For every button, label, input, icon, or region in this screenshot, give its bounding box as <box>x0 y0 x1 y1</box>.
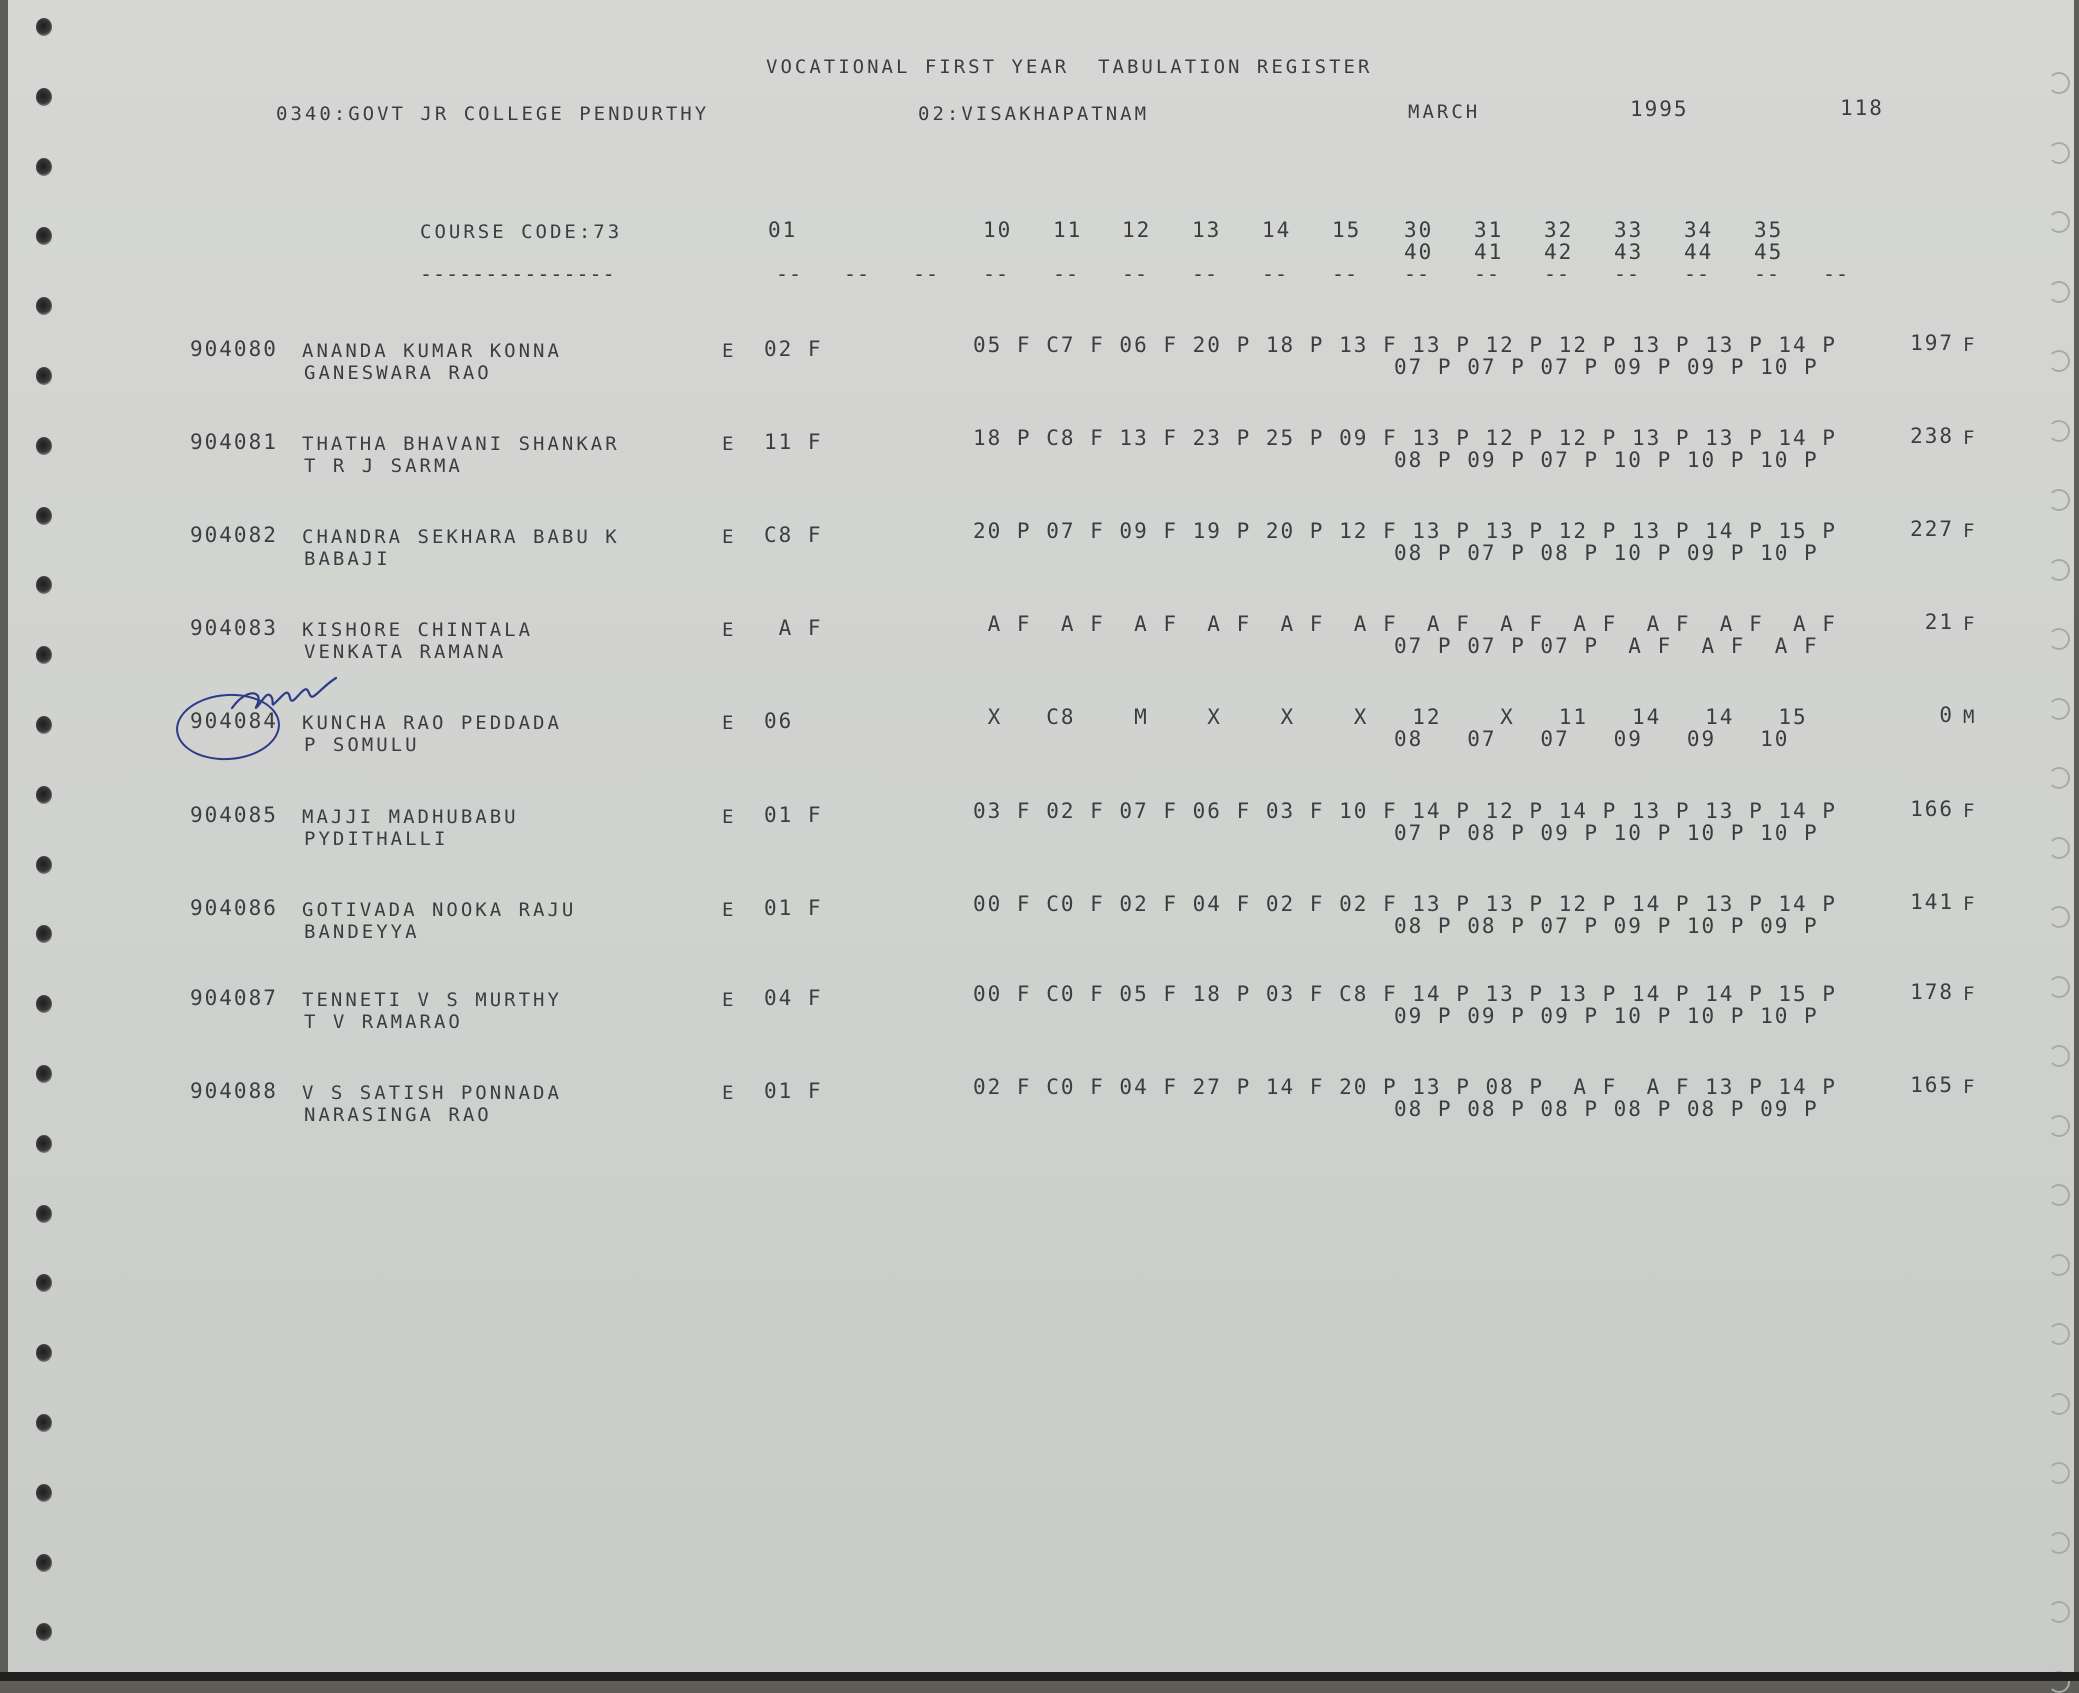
marks-line-1: 00 F C0 F 05 F 18 P 03 F C8 F 14 P 13 P 13 P 14 P 14 P 15 P <box>973 982 1837 1006</box>
student-name: ANANDA KUMAR KONNA <box>302 340 562 362</box>
marks-line-1: 00 F C0 F 02 F 04 F 02 F 02 F 13 P 13 P 12 P 14 P 13 P 14 P <box>973 892 1837 916</box>
total-marks: 197 <box>1910 331 1954 355</box>
column-heading: 13 <box>1192 218 1222 242</box>
exam-month: MARCH <box>1408 101 1481 123</box>
parent-name: BABAJI <box>304 548 391 570</box>
feed-hole <box>2048 420 2070 442</box>
tabulation-sheet <box>8 0 2074 1672</box>
marks-line-2: 07 P 08 P 09 P 10 P 10 P 10 P <box>1394 821 1819 845</box>
result-code: F <box>1963 520 1978 542</box>
subject-01-marks: 01 F <box>764 896 823 920</box>
college-name: 0340:GOVT JR COLLEGE PENDURTHY <box>276 103 710 125</box>
parent-name: T V RAMARAO <box>304 1011 463 1033</box>
column-heading: 32 <box>1544 218 1574 242</box>
student-name: CHANDRA SEKHARA BABU K <box>302 526 620 548</box>
feed-hole <box>36 1554 52 1572</box>
column-heading: 10 <box>983 218 1013 242</box>
column-heading: 42 <box>1544 240 1574 264</box>
district-name: 02:VISAKHAPATNAM <box>918 103 1150 125</box>
feed-hole <box>36 158 52 176</box>
marks-line-1: 18 P C8 F 13 F 23 P 25 P 09 F 13 P 12 P 12 P 13 P 13 P 14 P <box>973 426 1837 450</box>
column-heading: 14 <box>1262 218 1292 242</box>
total-marks: 165 <box>1910 1073 1954 1097</box>
hall-ticket-number: 904083 <box>190 616 278 640</box>
feed-hole <box>2048 72 2070 94</box>
column-heading: 30 <box>1404 218 1434 242</box>
column-underline: -- <box>1192 262 1219 286</box>
parent-name: T R J SARMA <box>304 455 463 477</box>
feed-hole <box>2048 1254 2070 1276</box>
total-marks: 21 <box>1924 610 1954 634</box>
feed-hole <box>36 786 52 804</box>
feed-hole <box>2048 1115 2070 1137</box>
column-underline: -- <box>844 262 871 286</box>
feed-hole <box>36 646 52 664</box>
column-underline: -- <box>1684 262 1711 286</box>
feed-hole <box>2048 211 2070 233</box>
marks-line-2: 07 P 07 P 07 P A F A F A F <box>1394 634 1819 658</box>
result-code: M <box>1963 706 1978 728</box>
parent-name: NARASINGA RAO <box>304 1104 492 1126</box>
result-code: F <box>1963 800 1978 822</box>
result-code: F <box>1963 613 1978 635</box>
hall-ticket-number: 904082 <box>190 523 278 547</box>
column-heading: 33 <box>1614 218 1644 242</box>
column-underline: -- <box>1262 262 1289 286</box>
column-heading: 44 <box>1684 240 1714 264</box>
feed-hole <box>36 437 52 455</box>
column-underline: -- <box>983 262 1010 286</box>
column-underline: -- <box>1053 262 1080 286</box>
column-heading: 15 <box>1332 218 1362 242</box>
column-heading: 45 <box>1754 240 1784 264</box>
parent-name: BANDEYYA <box>304 921 420 943</box>
parent-name: GANESWARA RAO <box>304 362 492 384</box>
subject-01-marks: C8 F <box>764 523 823 547</box>
feed-hole <box>36 18 52 36</box>
feed-hole <box>2048 1393 2070 1415</box>
feed-hole <box>36 88 52 106</box>
feed-hole <box>2048 628 2070 650</box>
feed-hole <box>2048 1323 2070 1345</box>
marks-line-1: 05 F C7 F 06 F 20 P 18 P 13 F 13 P 12 P 12 P 13 P 13 P 14 P <box>973 333 1837 357</box>
column-underline: -- <box>1754 262 1781 286</box>
medium-code: E <box>722 1082 737 1104</box>
total-marks: 227 <box>1910 517 1954 541</box>
marks-line-2: 07 P 07 P 07 P 09 P 09 P 10 P <box>1394 355 1819 379</box>
marks-line-1: X C8 M X X X 12 X 11 14 14 15 <box>973 705 1808 729</box>
feed-hole <box>36 297 52 315</box>
exam-year: 1995 <box>1630 97 1689 121</box>
column-heading: 12 <box>1122 218 1152 242</box>
column-heading: 34 <box>1684 218 1714 242</box>
marks-line-2: 08 07 07 09 09 10 <box>1394 727 1790 751</box>
column-underline: -- <box>1332 262 1359 286</box>
feed-hole <box>36 925 52 943</box>
feed-hole <box>36 1623 52 1641</box>
result-code: F <box>1963 983 1978 1005</box>
marks-line-1: A F A F A F A F A F A F A F A F A F A F A F A F <box>973 612 1837 636</box>
subject-01-marks: 04 F <box>764 986 823 1010</box>
feed-hole <box>2048 906 2070 928</box>
column-underline: -- <box>1474 262 1501 286</box>
hall-ticket-number: 904088 <box>190 1079 278 1103</box>
total-marks: 238 <box>1910 424 1954 448</box>
medium-code: E <box>722 806 737 828</box>
feed-hole <box>36 716 52 734</box>
marks-line-2: 08 P 09 P 07 P 10 P 10 P 10 P <box>1394 448 1819 472</box>
total-marks: 141 <box>1910 890 1954 914</box>
subject-01-marks: A F <box>764 616 823 640</box>
result-code: F <box>1963 334 1978 356</box>
feed-hole <box>2048 142 2070 164</box>
student-name: THATHA BHAVANI SHANKAR <box>302 433 620 455</box>
column-underline: -- <box>1122 262 1149 286</box>
column-underline: -- <box>1544 262 1571 286</box>
column-underline: -- <box>913 262 940 286</box>
student-name: GOTIVADA NOOKA RAJU <box>302 899 577 921</box>
student-name: MAJJI MADHUBABU <box>302 806 519 828</box>
feed-hole <box>36 367 52 385</box>
feed-hole <box>2048 767 2070 789</box>
feed-hole <box>36 1414 52 1432</box>
feed-hole <box>2048 976 2070 998</box>
medium-code: E <box>722 899 737 921</box>
page-number: 118 <box>1840 96 1884 120</box>
column-underline: -- <box>1614 262 1641 286</box>
feed-hole <box>2048 837 2070 859</box>
medium-code: E <box>722 712 737 734</box>
column-underline: -- <box>1404 262 1431 286</box>
feed-hole <box>36 1205 52 1223</box>
feed-hole <box>36 227 52 245</box>
column-heading: 41 <box>1474 240 1504 264</box>
feed-hole <box>36 1274 52 1292</box>
student-name: KISHORE CHINTALA <box>302 619 534 641</box>
feed-hole <box>2048 281 2070 303</box>
column-underline: -- <box>776 262 803 286</box>
feed-hole <box>36 1065 52 1083</box>
feed-hole <box>36 576 52 594</box>
medium-code: E <box>722 433 737 455</box>
marks-line-1: 03 F 02 F 07 F 06 F 03 F 10 F 14 P 12 P 14 P 13 P 13 P 14 P <box>973 799 1837 823</box>
feed-hole <box>36 1135 52 1153</box>
marks-line-2: 09 P 09 P 09 P 10 P 10 P 10 P <box>1394 1004 1819 1028</box>
parent-name: VENKATA RAMANA <box>304 641 507 663</box>
right-tractor-feed-holes <box>2046 0 2074 1672</box>
column-heading: 11 <box>1053 218 1083 242</box>
feed-hole <box>36 995 52 1013</box>
course-code: COURSE CODE:73 <box>420 221 623 243</box>
left-tractor-feed-holes <box>36 0 66 1672</box>
feed-hole <box>36 1344 52 1362</box>
feed-hole <box>2048 1532 2070 1554</box>
total-marks: 0 <box>1939 703 1954 727</box>
total-marks: 178 <box>1910 980 1954 1004</box>
subject-01-marks: 11 F <box>764 430 823 454</box>
student-name: KUNCHA RAO PEDDADA <box>302 712 562 734</box>
feed-hole <box>36 856 52 874</box>
marks-line-1: 02 F C0 F 04 F 27 P 14 F 20 P 13 P 08 P A F A F 13 P 14 P <box>973 1075 1837 1099</box>
medium-code: E <box>722 989 737 1011</box>
total-marks: 166 <box>1910 797 1954 821</box>
feed-hole <box>36 1484 52 1502</box>
feed-hole <box>36 507 52 525</box>
feed-hole <box>2048 1462 2070 1484</box>
column-heading: 31 <box>1474 218 1504 242</box>
scanner-edge <box>0 1672 2079 1681</box>
medium-code: E <box>722 526 737 548</box>
underline-course: --------------- <box>420 262 616 286</box>
parent-name: PYDITHALLI <box>304 828 449 850</box>
column-heading: 40 <box>1404 240 1434 264</box>
hall-ticket-number: 904084 <box>190 709 278 733</box>
medium-code: E <box>722 340 737 362</box>
ink-initials-mark <box>228 672 348 722</box>
feed-hole <box>2048 559 2070 581</box>
feed-hole <box>2048 1601 2070 1623</box>
result-code: F <box>1963 1076 1978 1098</box>
feed-hole <box>2048 1184 2070 1206</box>
parent-name: P SOMULU <box>304 734 420 756</box>
hall-ticket-number: 904080 <box>190 337 278 361</box>
marks-line-2: 08 P 08 P 08 P 08 P 08 P 09 P <box>1394 1097 1819 1121</box>
column-heading: 43 <box>1614 240 1644 264</box>
subject-01-marks: 06 <box>764 709 794 733</box>
hall-ticket-number: 904085 <box>190 803 278 827</box>
student-name: V S SATISH PONNADA <box>302 1082 562 1104</box>
marks-line-2: 08 P 08 P 07 P 09 P 10 P 09 P <box>1394 914 1819 938</box>
register-title: VOCATIONAL FIRST YEAR TABULATION REGISTER <box>766 56 1373 78</box>
student-name: TENNETI V S MURTHY <box>302 989 562 1011</box>
result-code: F <box>1963 893 1978 915</box>
result-code: F <box>1963 427 1978 449</box>
column-underline: -- <box>1823 262 1850 286</box>
feed-hole <box>2048 350 2070 372</box>
hall-ticket-number: 904081 <box>190 430 278 454</box>
feed-hole <box>2048 1045 2070 1067</box>
column-heading: 35 <box>1754 218 1784 242</box>
feed-hole <box>2048 489 2070 511</box>
hall-ticket-number: 904087 <box>190 986 278 1010</box>
hall-ticket-number: 904086 <box>190 896 278 920</box>
subject-01-marks: 01 F <box>764 803 823 827</box>
feed-hole <box>2048 698 2070 720</box>
marks-line-2: 08 P 07 P 08 P 10 P 09 P 10 P <box>1394 541 1819 565</box>
subject-01-marks: 02 F <box>764 337 823 361</box>
marks-line-1: 20 P 07 F 09 F 19 P 20 P 12 F 13 P 13 P 12 P 13 P 14 P 15 P <box>973 519 1837 543</box>
column-01: 01 <box>768 218 798 242</box>
subject-01-marks: 01 F <box>764 1079 823 1103</box>
medium-code: E <box>722 619 737 641</box>
